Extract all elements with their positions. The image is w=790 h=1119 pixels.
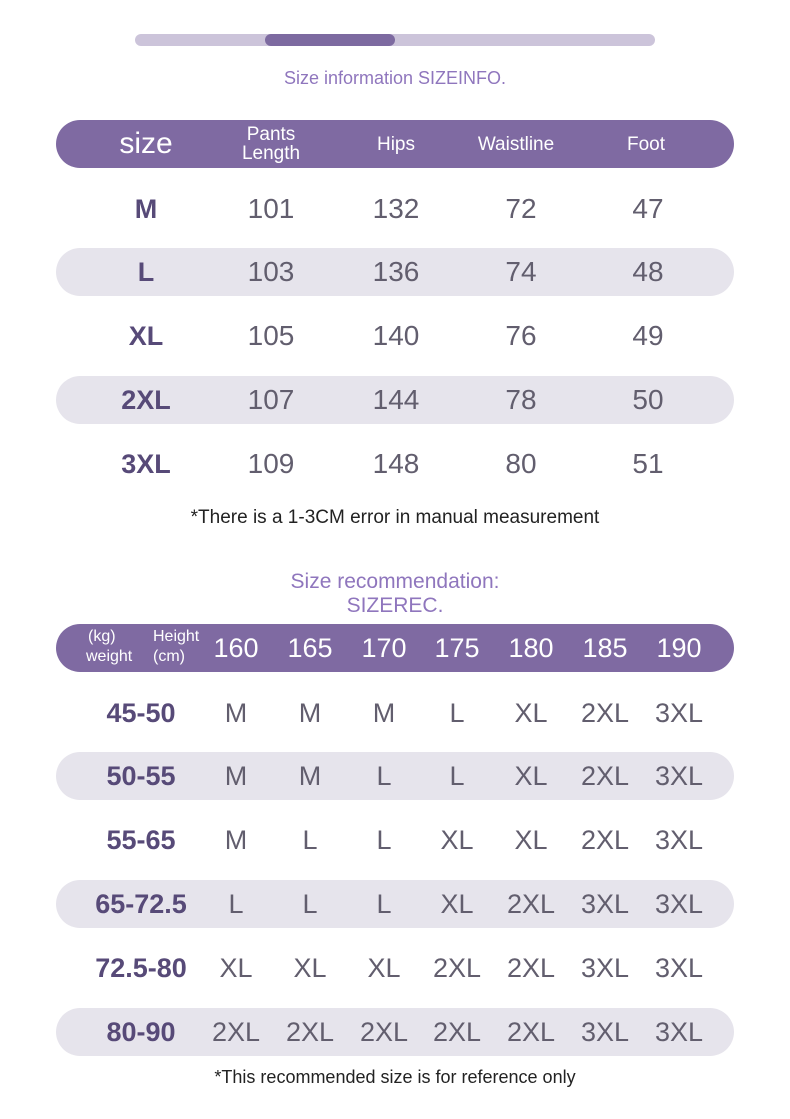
size-rec-cell: 2XL	[285, 1016, 335, 1047]
height-header: 180	[508, 632, 554, 663]
pants-length-cell: 109	[247, 448, 295, 479]
size-rec-row	[56, 816, 734, 864]
header-size: size	[119, 127, 173, 160]
hips-cell: 144	[372, 384, 420, 415]
foot-cell: 50	[632, 384, 664, 415]
size-rec-cell: L	[449, 697, 465, 728]
size-rec-cell: L	[302, 888, 318, 919]
foot-cell: 49	[632, 320, 664, 351]
size-rec-cell: 2XL	[211, 1016, 261, 1047]
waistline-cell: 74	[505, 256, 537, 287]
size-rec-cell: 3XL	[654, 760, 704, 791]
size-rec-cell: 2XL	[506, 952, 556, 983]
pants-length-cell: 107	[247, 384, 295, 415]
size-rec-header	[56, 624, 734, 672]
pants-length-cell: 103	[247, 256, 295, 287]
size-rec-title-line1: Size recommendation:	[290, 570, 500, 593]
header-pants-length-line2: Length	[241, 143, 301, 164]
size-cell: M	[134, 193, 158, 224]
weight-cell: 50-55	[106, 760, 176, 791]
weight-cell: 80-90	[106, 1016, 176, 1047]
size-info-row	[56, 440, 734, 488]
size-cell: 2XL	[121, 384, 171, 415]
size-rec-cell: XL	[514, 824, 548, 855]
hips-cell: 136	[372, 256, 420, 287]
size-rec-cell: 2XL	[580, 697, 630, 728]
corner-height-label: Height	[153, 628, 200, 645]
size-rec-cell: XL	[219, 952, 253, 983]
header-foot: Foot	[626, 133, 666, 155]
size-rec-cell: L	[376, 760, 392, 791]
size-cell: L	[137, 256, 155, 287]
size-rec-title-line2: SIZEREC.	[346, 594, 444, 618]
size-rec-title	[0, 570, 790, 618]
weight-cell: 72.5-80	[95, 952, 187, 983]
waistline-cell: 72	[505, 193, 537, 224]
weight-height-corner	[56, 624, 216, 672]
size-cell: XL	[128, 320, 164, 351]
size-rec-cell: XL	[514, 697, 548, 728]
size-rec-cell: L	[449, 760, 465, 791]
size-rec-cell: XL	[440, 824, 474, 855]
waistline-cell: 76	[505, 320, 537, 351]
weight-cell: 45-50	[106, 697, 176, 728]
size-rec-cell: 3XL	[580, 888, 630, 919]
reference-only-note: *This recommended size is for reference only	[214, 1067, 576, 1087]
size-rec-cell: 2XL	[506, 1016, 556, 1047]
size-rec-cell: 3XL	[654, 1016, 704, 1047]
size-rec-cell: M	[224, 760, 248, 791]
size-rec-row	[56, 689, 734, 737]
foot-cell: 51	[632, 448, 664, 479]
size-rec-row	[56, 1008, 734, 1056]
size-rec-row	[56, 880, 734, 928]
weight-cell: 55-65	[106, 824, 176, 855]
weight-cell: 65-72.5	[95, 888, 187, 919]
size-rec-cell: L	[228, 888, 244, 919]
size-rec-cell: L	[376, 888, 392, 919]
size-rec-cell: XL	[440, 888, 474, 919]
size-rec-row	[56, 752, 734, 800]
size-rec-cell: 2XL	[432, 1016, 482, 1047]
size-rec-cell: XL	[514, 760, 548, 791]
header-waistline: Waistline	[477, 133, 555, 155]
size-rec-cell: 3XL	[580, 1016, 630, 1047]
height-header: 190	[656, 632, 702, 663]
height-header: 170	[361, 632, 407, 663]
foot-cell: 47	[632, 193, 664, 224]
size-info-row	[56, 312, 734, 360]
size-rec-cell: 3XL	[654, 888, 704, 919]
size-rec-cell: 2XL	[580, 824, 630, 855]
hips-cell: 140	[372, 320, 420, 351]
size-rec-row	[56, 944, 734, 992]
waistline-cell: 78	[505, 384, 537, 415]
hips-cell: 132	[372, 193, 420, 224]
size-rec-cell: 3XL	[654, 952, 704, 983]
size-rec-cell: M	[224, 697, 248, 728]
height-header: 185	[582, 632, 628, 663]
size-rec-cell: L	[376, 824, 392, 855]
waistline-cell: 80	[505, 448, 537, 479]
size-rec-cell: 3XL	[654, 824, 704, 855]
pants-length-cell: 105	[247, 320, 295, 351]
hips-cell: 148	[372, 448, 420, 479]
size-rec-cell: 3XL	[580, 952, 630, 983]
size-rec-cell: 2XL	[506, 888, 556, 919]
size-rec-cell: 2XL	[580, 760, 630, 791]
size-info-row	[56, 185, 734, 233]
size-rec-cell: 3XL	[654, 697, 704, 728]
size-rec-cell: L	[302, 824, 318, 855]
size-info-row	[56, 376, 734, 424]
size-info-header	[56, 120, 734, 168]
height-header: 160	[213, 632, 259, 663]
size-rec-cell: M	[372, 697, 396, 728]
foot-cell: 48	[632, 256, 664, 287]
size-rec-cell: 2XL	[432, 952, 482, 983]
size-rec-cell: M	[224, 824, 248, 855]
size-info-title: Size information SIZEINFO.	[283, 68, 507, 88]
header-pants-length-line1: Pants	[246, 124, 296, 145]
size-rec-cell: XL	[367, 952, 401, 983]
size-rec-cell: M	[298, 697, 322, 728]
size-info-row	[56, 248, 734, 296]
size-rec-cell: 2XL	[359, 1016, 409, 1047]
scroll-indicator-thumb[interactable]	[265, 34, 395, 46]
pants-length-cell: 101	[247, 193, 295, 224]
size-cell: 3XL	[121, 448, 171, 479]
header-hips: Hips	[376, 133, 415, 155]
corner-cm-label: (cm)	[153, 648, 185, 665]
height-header: 165	[287, 632, 333, 663]
corner-kg-label: (kg)	[88, 628, 116, 645]
size-rec-cell: XL	[293, 952, 327, 983]
corner-weight-label: weight	[86, 648, 133, 665]
measurement-error-note: *There is a 1-3CM error in manual measurement	[190, 507, 600, 528]
height-header: 175	[434, 632, 480, 663]
header-pants-length	[211, 120, 331, 168]
scroll-indicator[interactable]	[135, 34, 655, 46]
size-rec-cell: M	[298, 760, 322, 791]
